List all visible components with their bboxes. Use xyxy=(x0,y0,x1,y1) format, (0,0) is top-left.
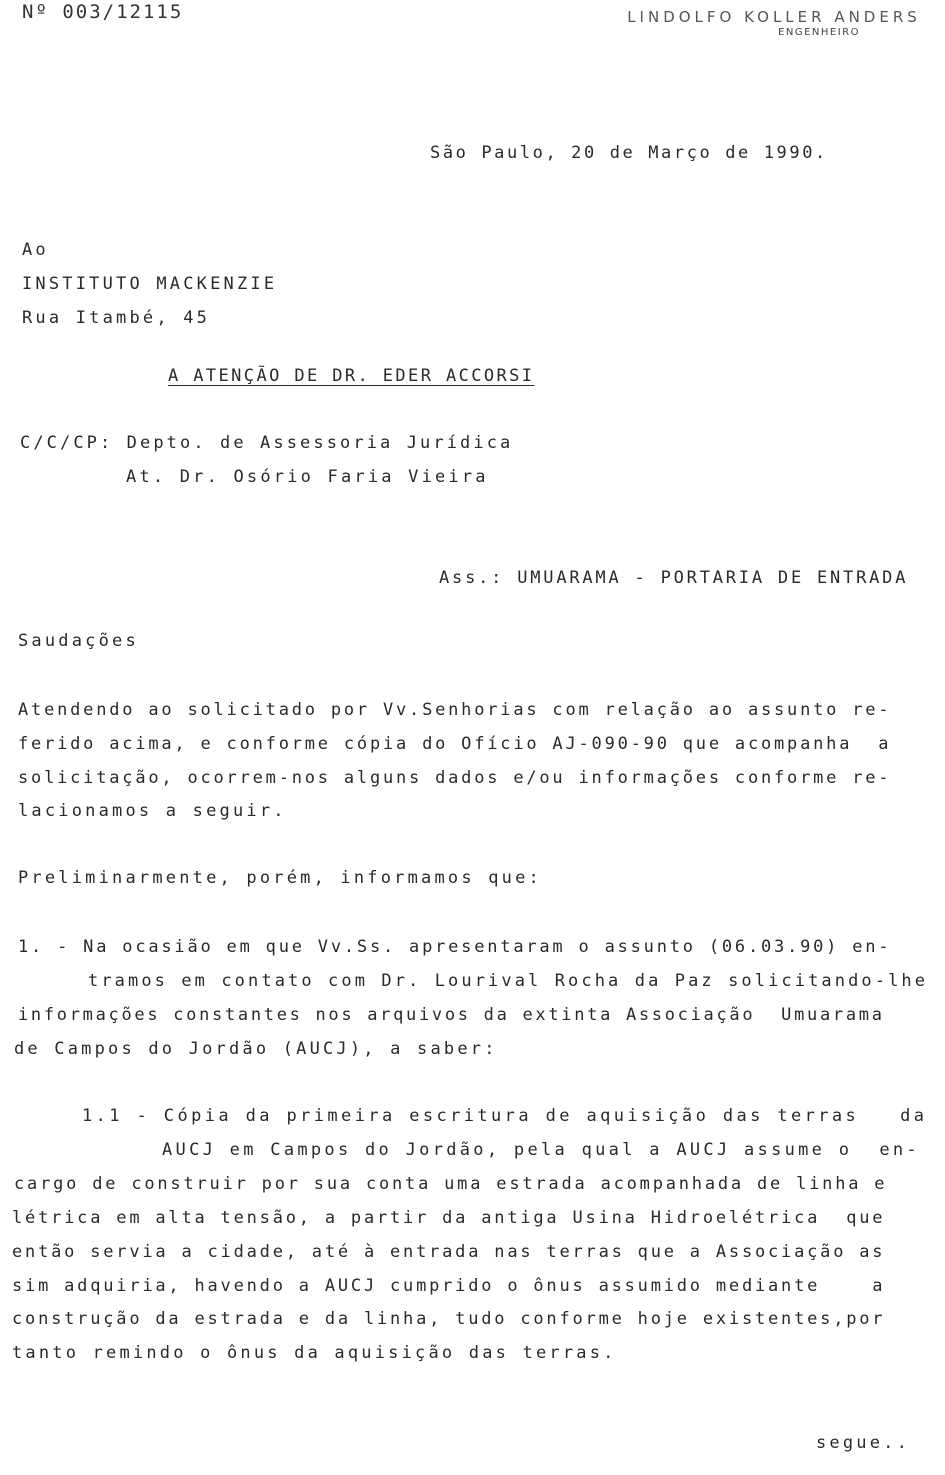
item1-1-line: construção da estrada e da linha, tudo conforme hoje existentes,por xyxy=(12,1309,886,1329)
cc-line-1: C/C/CP: Depto. de Assessoria Jurídica xyxy=(20,433,514,453)
attention-line: A ATENÇÃO DE DR. EDER ACCORSI xyxy=(168,366,535,386)
item1-1-line: sim adquiria, havendo a AUCJ cumprido o ônus assumido mediante a xyxy=(12,1276,886,1296)
para1-line: solicitação, ocorrem-nos alguns dados e/ou informações conforme re- xyxy=(18,768,892,788)
item1-line: de Campos do Jordão (AUCJ), a saber: xyxy=(14,1039,498,1059)
cc-line-2: At. Dr. Osório Faria Vieira xyxy=(126,467,489,487)
preliminary-line: Preliminarmente, porém, informamos que: xyxy=(18,868,542,888)
para1-line: Atendendo ao solicitado por Vv.Senhorias com relação ao assunto re- xyxy=(18,700,892,720)
item1-1-line: então servia a cidade, até à entrada nas terras que a Associação as xyxy=(12,1242,886,1262)
para1-line: lacionamos a seguir. xyxy=(18,801,287,821)
item1-line: informações constantes nos arquivos da extinta Associação Umuarama xyxy=(18,1005,885,1025)
greeting: Saudações xyxy=(18,631,139,651)
date-line: São Paulo, 20 de Março de 1990. xyxy=(430,143,828,163)
item1-1-line: tanto remindo o ônus da aquisição das terras. xyxy=(12,1343,617,1363)
letterhead-title: ENGENHEIRO xyxy=(778,27,860,38)
subject-line: Ass.: UMUARAMA - PORTARIA DE ENTRADA xyxy=(439,568,909,588)
document-number: Nº 003/12115 xyxy=(22,1,184,23)
continuation-marker: segue.. xyxy=(816,1433,911,1453)
para1-line: ferido acima, e conforme cópia do Ofício AJ-090-90 que acompanha a xyxy=(18,734,892,754)
item1-1-line: AUCJ em Campos do Jordão, pela qual a AUCJ assume o en- xyxy=(162,1140,920,1160)
recipient-address: Rua Itambé, 45 xyxy=(22,308,211,328)
item1-1-line: 1.1 - Cópia da primeira escritura de aquisição das terras da xyxy=(82,1106,928,1126)
item1-line: 1. - Na ocasião em que Vv.Ss. apresentaram o assunto (06.03.90) en- xyxy=(18,937,892,957)
letterhead-name: LINDOLFO KOLLER ANDERS xyxy=(627,8,921,26)
recipient-institution: INSTITUTO MACKENZIE xyxy=(22,274,278,294)
letterhead xyxy=(609,8,939,38)
recipient-to: Ao xyxy=(22,240,49,260)
item1-line: tramos em contato com Dr. Lourival Rocha da Paz solicitando-lhe xyxy=(88,971,929,991)
item1-1-line: létrica em alta tensão, a partir da antiga Usina Hidroelétrica que xyxy=(12,1208,886,1228)
item1-1-line: cargo de construir por sua conta uma estrada acompanhada de linha e xyxy=(14,1174,888,1194)
